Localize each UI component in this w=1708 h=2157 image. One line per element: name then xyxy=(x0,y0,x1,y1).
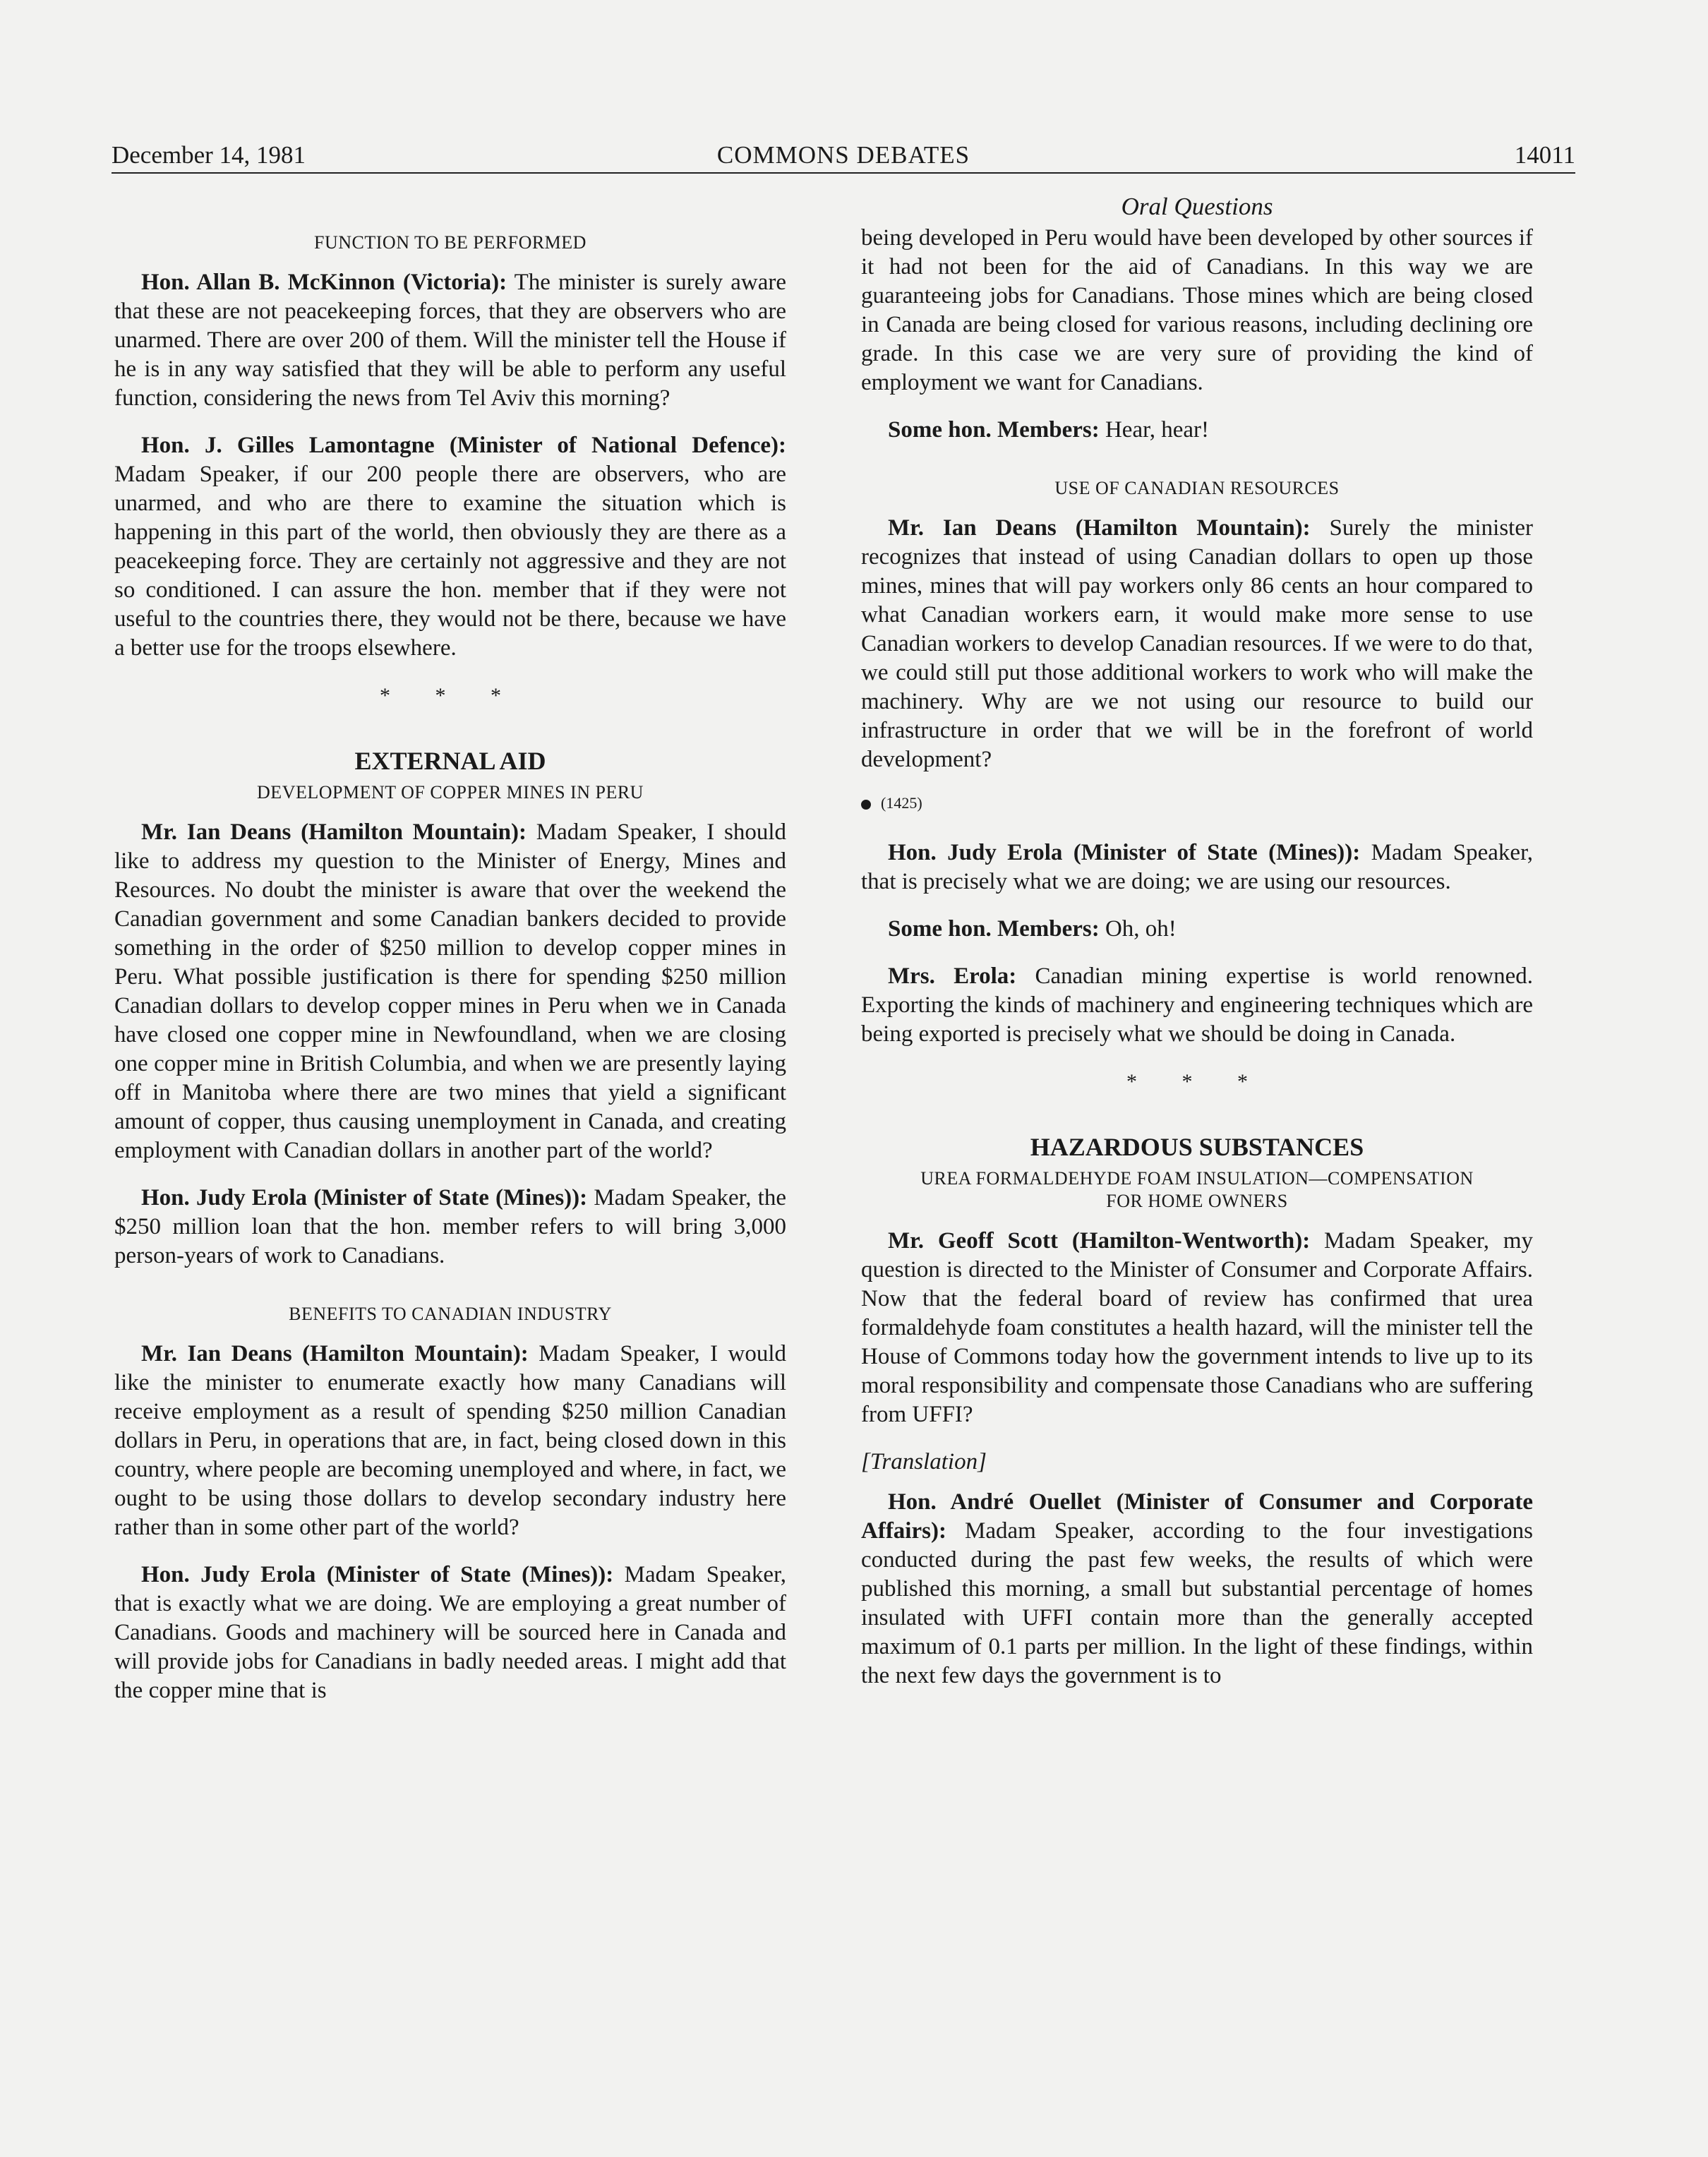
paragraph xyxy=(861,224,1533,397)
subhead-line: UREA FORMALDEHYDE FOAM INSULATION—COMPENSATION xyxy=(920,1168,1474,1189)
paragraph xyxy=(114,1340,786,1542)
left-column xyxy=(114,192,786,1724)
translation-note: [Translation] xyxy=(861,1449,987,1474)
paragraph-text: Madam Speaker, my question is directed to the Minister of Consumer and Corporate Affairs. Now that the federal board of review has confirmed that urea formaldehyde foam constitutes a health hazard, will the minister tell the House of Commons today how the government intends to live up to its moral responsibility and compensate those Canadians who are suffering from UFFI? xyxy=(861,1228,1533,1427)
paragraph xyxy=(861,915,1533,944)
speaker-name: Hon. Judy Erola (Minister of State (Mines)): xyxy=(888,840,1361,865)
subhead-urea xyxy=(861,1167,1533,1213)
paragraph xyxy=(861,514,1533,774)
speaker-name: Hon. Judy Erola (Minister of State (Mines)): xyxy=(141,1562,614,1587)
bullet-icon xyxy=(861,800,871,810)
time-marker-text: (1425) xyxy=(881,794,922,812)
speaker-name: Hon. J. Gilles Lamontagne (Minister of National Defence): xyxy=(141,433,786,458)
paragraph-text: The minister is surely aware that these are not peacekeeping forces, that they are observers who are unarmed. There are over 200 of them. Will the minister tell the House if he is in any way satisfied that they will be able to perform any useful function, considering the news from Tel Aviv this morning? xyxy=(114,270,786,411)
paragraph-text: Madam Speaker, according to the four investigations conducted during the past few weeks, the results of which were published this morning, a small but substantial percentage of homes insulated with UFFI contain more than the generally accepted maximum of 0.1 parts per million. In the light of these findings, within the next few days the government is to xyxy=(861,1518,1533,1688)
paragraph xyxy=(861,1227,1533,1429)
speaker-name: Mr. Geoff Scott (Hamilton-Wentworth): xyxy=(888,1228,1311,1254)
paragraph xyxy=(861,962,1533,1049)
page-header xyxy=(112,138,1575,174)
header-title: COMMONS DEBATES xyxy=(716,141,970,169)
section-head-hazardous: HAZARDOUS SUBSTANCES xyxy=(1030,1133,1364,1161)
paragraph xyxy=(114,431,786,663)
speaker-name: Hon. Judy Erola (Minister of State (Mines)): xyxy=(141,1185,588,1210)
speaker-name: Some hon. Members: xyxy=(888,916,1100,942)
paragraph-text: Surely the minister recognizes that instead of using Canadian dollars to open up those mines, mines that will pay workers only 86 cents an hour compared to what Canadian workers earn, it would make more sense to use Canadian workers to develop Canadian resources. If we were to do that, we could still put those additional workers to work who will make the machinery. Why are we not using our resource to build our infrastructure in order that we will be in the forefront of world development? xyxy=(861,515,1533,772)
speaker-name: Hon. Allan B. McKinnon (Victoria): xyxy=(141,270,507,295)
paragraph-text: Madam Speaker, that is exactly what we are doing. We are employing a great number of Canadians. Goods and machinery will be sourced here in Canada and will provide jobs for Canadians in badly needed areas. I might add that the copper mine that is xyxy=(114,1562,786,1703)
section-break-stars: * * * xyxy=(1126,1070,1268,1093)
section-break-stars: * * * xyxy=(380,684,521,707)
header-date: December 14, 1981 xyxy=(112,141,306,169)
paragraph-text: Madam Speaker, I would like the minister to enumerate exactly how many Canadians will receive employment as a result of spending $250 million Canadian dollars in Peru, in operations that are, in fact, being closed down in this country, where people are becoming unemployed and where, in fact, we ought to be using those dollars to develop secondary industry here rather than in some other part of the world? xyxy=(114,1341,786,1540)
section-head-external-aid: EXTERNAL AID xyxy=(354,747,546,775)
speaker-name: Mr. Ian Deans (Hamilton Mountain): xyxy=(141,1341,529,1366)
paragraph-text: Hear, hear! xyxy=(1099,417,1210,443)
subhead-line: FOR HOME OWNERS xyxy=(1106,1191,1288,1211)
paragraph-text: Canadian mining expertise is world renowned. Exporting the kinds of machinery and engineering techniques which are being exported is precisely what we should be doing in Canada. xyxy=(861,963,1533,1047)
paragraph-text: Oh, oh! xyxy=(1099,916,1177,942)
paragraph-text: Madam Speaker, that is precisely what we are doing; we are using our resources. xyxy=(861,840,1533,894)
paragraph xyxy=(861,839,1533,896)
paragraph-text: being developed in Peru would have been developed by other sources if it had not been for the aid of Canadians. In this way we are guaranteeing jobs for Canadians. Those mines which are being closed in Canada are being closed for various reasons, including declining ore grade. In this case we are very sure of providing the kind of employment we want for Canadians. xyxy=(861,225,1533,395)
paragraph xyxy=(114,1561,786,1705)
header-page-number: 14011 xyxy=(1514,141,1575,169)
running-head: Oral Questions xyxy=(1121,193,1273,220)
subhead-resources: USE OF CANADIAN RESOURCES xyxy=(1054,478,1340,498)
speaker-name: Hon. André Ouellet (Minister of Consumer and Corporate Affairs): xyxy=(861,1489,1533,1544)
speaker-name: Mrs. Erola: xyxy=(888,963,1017,989)
paragraph-text: Madam Speaker, if our 200 people there are observers, who are unarmed, and who are there to examine the situation which is happening in this part of the world, then obviously they are there as a peacekeeping force. They are certainly not aggressive and they are not so conditioned. I can assure the hon. member that if they were not useful to the countries there, they would not be there, because we have a better use for the troops elsewhere. xyxy=(114,462,786,661)
paragraph xyxy=(114,268,786,413)
subhead-benefits: BENEFITS TO CANADIAN INDUSTRY xyxy=(289,1304,612,1324)
speaker-name: Some hon. Members: xyxy=(888,417,1100,443)
speaker-name: Mr. Ian Deans (Hamilton Mountain): xyxy=(141,819,527,845)
time-marker xyxy=(861,788,1533,817)
paragraph-text: Madam Speaker, the $250 million loan that the hon. member refers to will bring 3,000 person-years of work to Canadians. xyxy=(114,1185,786,1268)
right-column xyxy=(861,192,1533,1709)
subhead-copper-mines: DEVELOPMENT OF COPPER MINES IN PERU xyxy=(257,782,644,803)
speaker-name: Mr. Ian Deans (Hamilton Mountain): xyxy=(888,515,1311,541)
paragraph xyxy=(114,1184,786,1270)
paragraph xyxy=(861,1488,1533,1690)
paragraph xyxy=(114,818,786,1165)
paragraph xyxy=(861,416,1533,445)
paragraph-text: Madam Speaker, I should like to address my question to the Minister of Energy, Mines and Resources. No doubt the minister is aware that over the weekend the Canadian government and some Canadian bankers decided to provide something in the order of $250 million to develop copper mines in Peru. What possible justification is there for spending $250 million Canadian dollars to develop copper mines in Peru when we in Canada have closed one copper mine in Newfoundland, when we are closing one copper mine in British Columbia, and when we are presently laying off in Manitoba where there are two mines that yield a significant amount of copper, thus causing unemployment in Canada, and creating employment with Canadian dollars in another part of the world? xyxy=(114,819,786,1163)
subhead-function: FUNCTION TO BE PERFORMED xyxy=(314,232,587,253)
